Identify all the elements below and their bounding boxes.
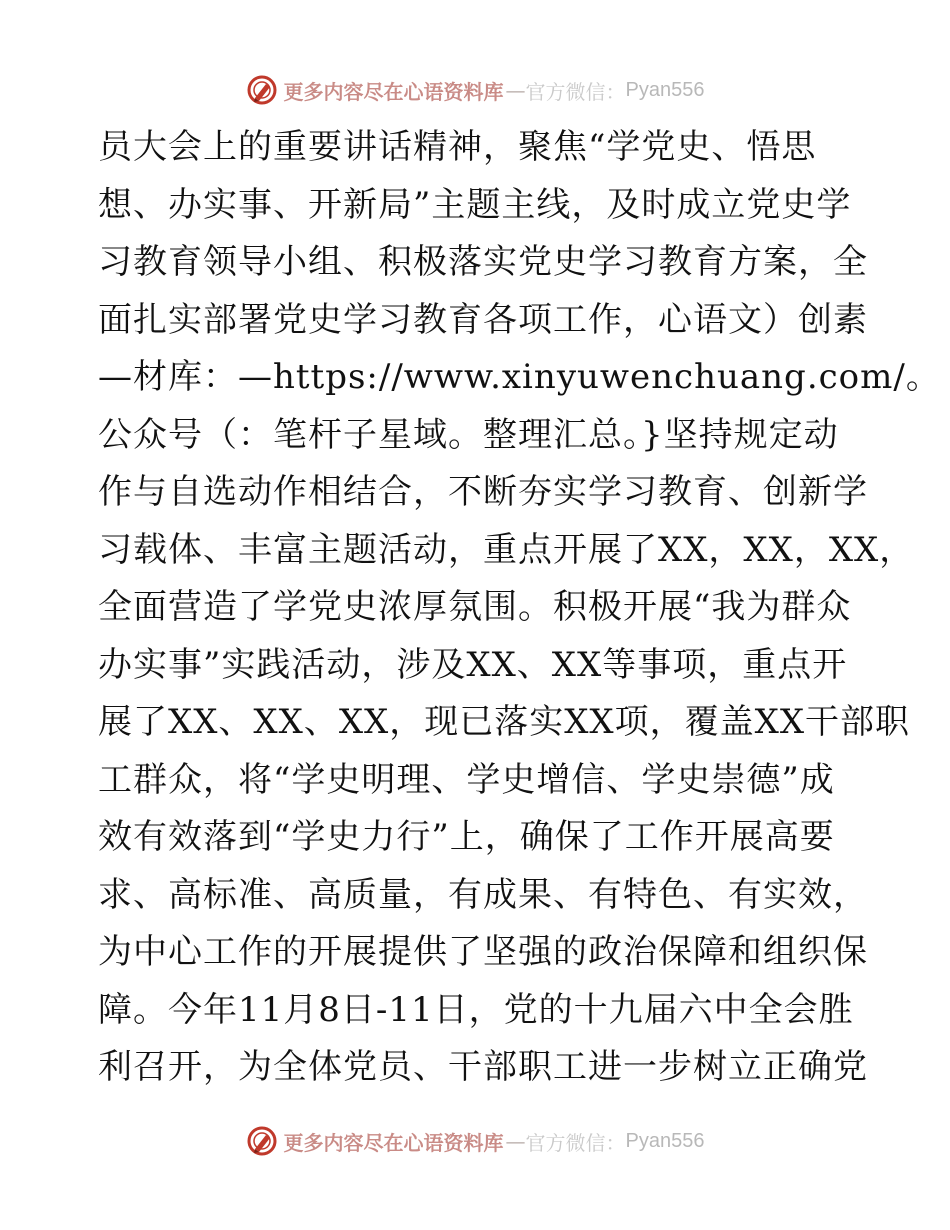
document-body <box>98 119 941 1097</box>
footer-watermark-dash: — <box>505 1129 524 1153</box>
header-watermark-text: 更多内容尽在心语资料库 <box>283 79 504 104</box>
body-line: 习教育领导小组、积极落实党史学习教育方案，全 <box>98 242 868 282</box>
body-line: 习载体、丰富主题活动，重点开展了XX，XX，XX， <box>98 529 915 570</box>
body-line: 全面营造了学党史浓厚氛围。积极开展“我为群众 <box>98 587 852 627</box>
header-wechat-label: 官方微信： <box>525 79 626 104</box>
body-line: 利召开，为全体党员、干部职工进一步树立正确党 <box>98 1047 868 1087</box>
header-wechat-id: Pyan556 <box>625 78 705 101</box>
body-line: 效有效落到“学史力行”上，确保了工作开展高要 <box>98 817 835 857</box>
body-line: 障。今年11月8日-11日，党的十九届六中全会胜 <box>98 989 854 1030</box>
footer-watermark <box>0 1121 950 1161</box>
body-line: 工群众，将“学史明理、学史增信、学史崇德”成 <box>98 759 835 800</box>
body-line: 公众号（：笔杆子星域。整理汇总。}坚持规定动 <box>98 414 839 455</box>
footer-watermark-text: 更多内容尽在心语资料库 <box>283 1130 504 1155</box>
body-line: 作与自选动作相结合，不断夯实学习教育、创新学 <box>98 472 868 512</box>
footer-wechat-label: 官方微信： <box>525 1130 626 1155</box>
body-line: 办实事”实践活动，涉及XX、XX等事项，重点开 <box>98 644 848 685</box>
header-watermark <box>0 70 950 110</box>
body-line: 想、办实事、开新局”主题主线，及时成立党史学 <box>98 184 852 225</box>
pen-logo-icon <box>246 1125 278 1157</box>
body-line: —材库：—https://www.xinyuwenchuang.com/。 <box>98 357 941 397</box>
body-line: 员大会上的重要讲话精神，聚焦“学党史、悟思 <box>98 127 817 167</box>
body-line: 求、高标准、高质量，有成果、有特色、有实效， <box>98 874 868 915</box>
body-line: 展了XX、XX、XX，现已落实XX项，覆盖XX干部职 <box>98 702 911 742</box>
body-line: 为中心工作的开展提供了坚强的政治保障和组织保 <box>98 932 868 972</box>
pen-logo-icon <box>246 74 278 106</box>
footer-wechat-id: Pyan556 <box>625 1129 705 1152</box>
header-watermark-dash: — <box>505 78 524 102</box>
body-line: 面扎实部署党史学习教育各项工作，心语文）创素 <box>98 299 868 340</box>
